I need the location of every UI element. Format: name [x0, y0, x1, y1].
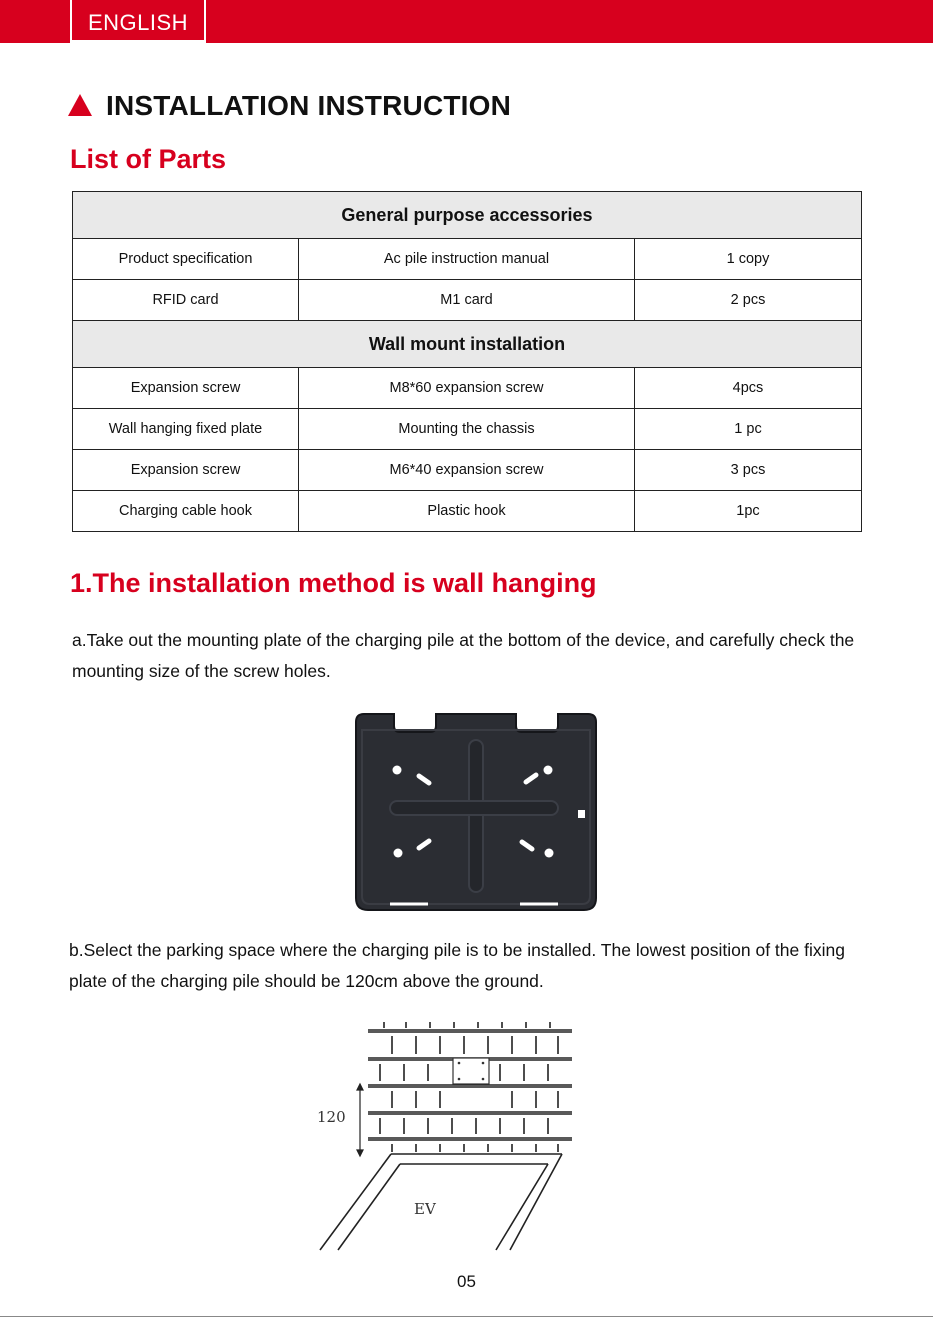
- section-title: Wall mount installation: [73, 321, 862, 368]
- part-spec-cell: M8*60 expansion screw: [299, 368, 635, 409]
- section-title: General purpose accessories: [73, 192, 862, 239]
- table-row: [73, 368, 862, 409]
- part-name-cell: Product specification: [73, 239, 299, 280]
- step-b-text: b.Select the parking space where the charging pile is to be installed. The lowest position of the fixing plate of the charging pile should be 120cm above the ground.: [69, 940, 845, 991]
- mounting-plate-image: [350, 712, 602, 914]
- part-qty-cell: 4pcs: [635, 368, 862, 409]
- table-row: [73, 280, 862, 321]
- part-name-cell: Expansion screw: [73, 368, 299, 409]
- part-qty-cell: 3 pcs: [635, 450, 862, 491]
- section-header-row: [73, 192, 862, 239]
- language-tab: ENGLISH: [72, 0, 204, 40]
- part-qty-cell: 1 copy: [635, 239, 862, 280]
- part-spec-cell: M1 card: [299, 280, 635, 321]
- part-name-cell: Expansion screw: [73, 450, 299, 491]
- method-heading: 1.The installation method is wall hanging: [70, 568, 597, 598]
- table-row: [73, 409, 862, 450]
- parts-table: [72, 191, 862, 532]
- part-spec-cell: M6*40 expansion screw: [299, 450, 635, 491]
- vehicle-label: EV: [414, 1200, 436, 1218]
- parts-heading: List of Parts: [70, 144, 227, 174]
- table-row: [73, 450, 862, 491]
- triangle-icon: [68, 94, 92, 116]
- part-spec-cell: Ac pile instruction manual: [299, 239, 635, 280]
- table-row: [73, 239, 862, 280]
- part-name-cell: RFID card: [73, 280, 299, 321]
- part-spec-cell: Plastic hook: [299, 491, 635, 532]
- part-qty-cell: 1 pc: [635, 409, 862, 450]
- part-spec-cell: Mounting the chassis: [299, 409, 635, 450]
- part-qty-cell: 2 pcs: [635, 280, 862, 321]
- part-name-cell: Charging cable hook: [73, 491, 299, 532]
- part-name-cell: Wall hanging fixed plate: [73, 409, 299, 450]
- page-number: 05: [457, 1272, 476, 1291]
- footer-divider: [0, 1316, 933, 1317]
- page-title: INSTALLATION INSTRUCTION: [106, 90, 512, 121]
- section-header-row: [73, 321, 862, 368]
- wall-installation-diagram: [296, 1018, 586, 1258]
- title-row: [68, 86, 511, 126]
- height-label: 120: [317, 1108, 346, 1126]
- table-row: [73, 491, 862, 532]
- step-a-text: a.Take out the mounting plate of the charging pile at the bottom of the device, and carefully check the mounting size of the screw holes.: [72, 630, 855, 681]
- part-qty-cell: 1pc: [635, 491, 862, 532]
